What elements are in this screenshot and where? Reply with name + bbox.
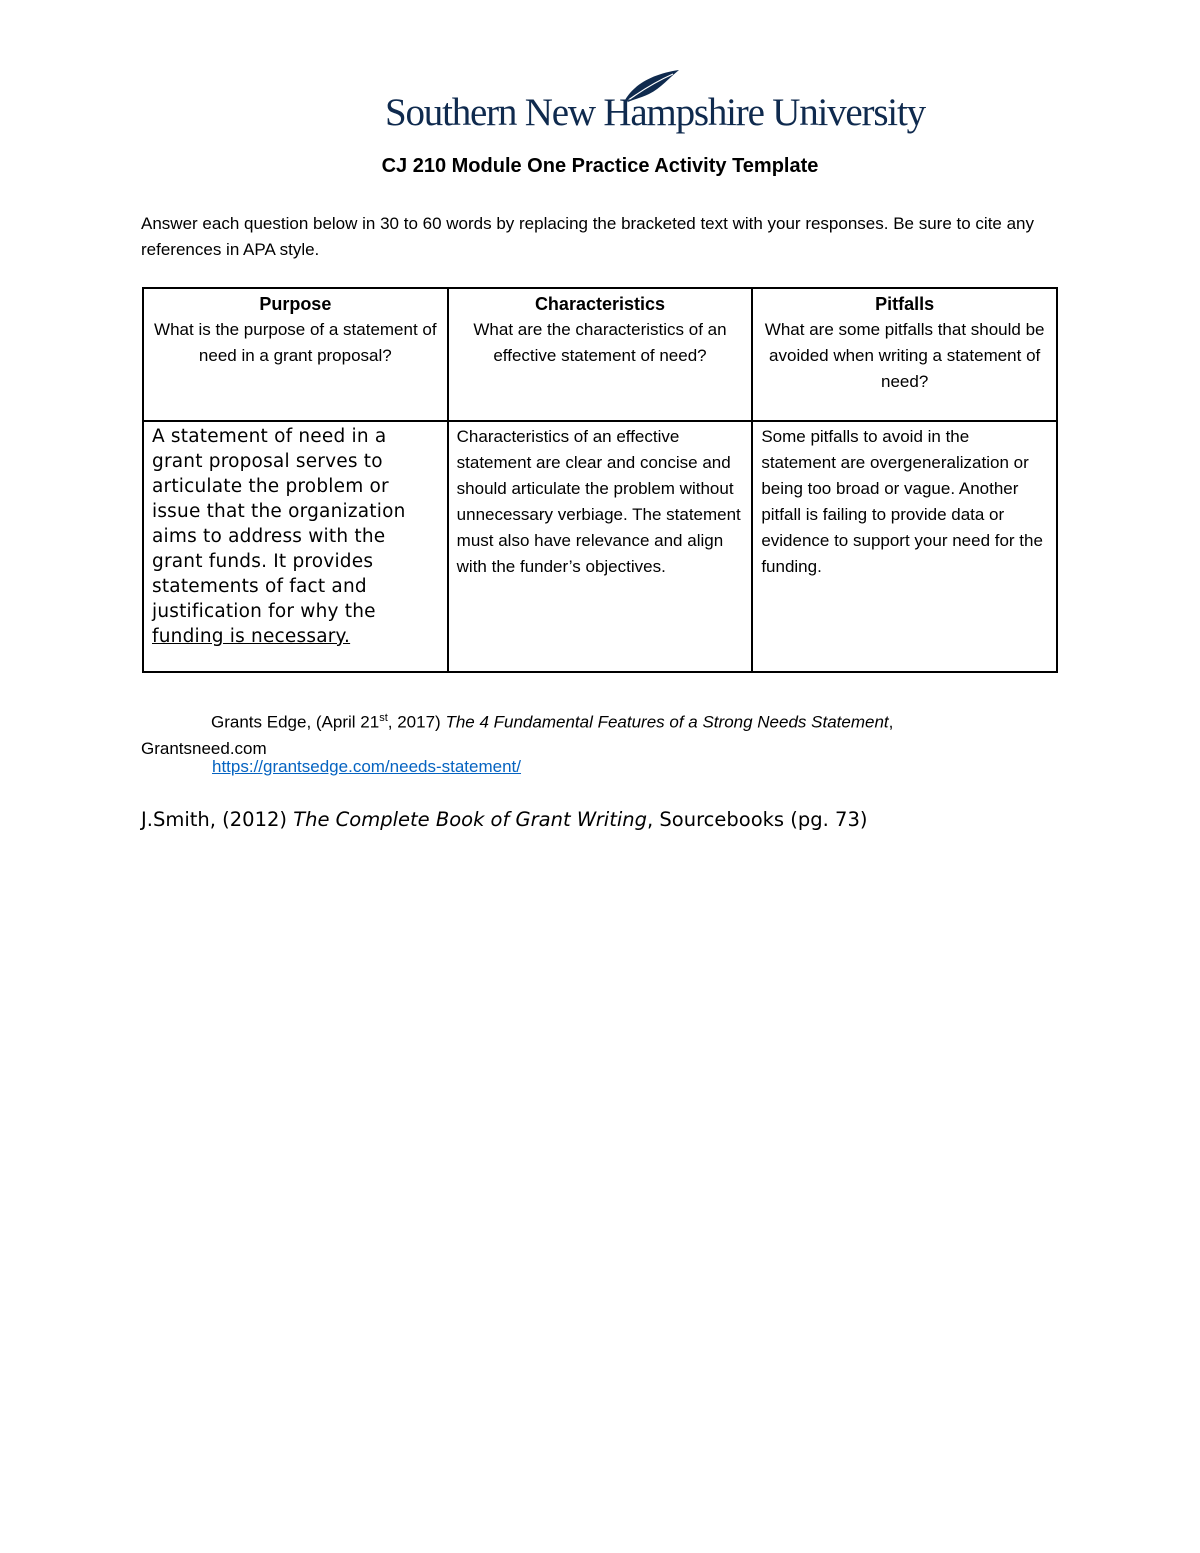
page-title: CJ 210 Module One Practice Activity Template bbox=[381, 155, 819, 177]
answer-cell-purpose[interactable] bbox=[143, 421, 448, 672]
characteristics-answer-text: Characteristics of an effective statement are clear and concise and should articulate the problem without unnecessary verbiage. The statement must also have relevance and align with the funder’s objectives. bbox=[456, 427, 741, 576]
column-question: What is the purpose of a statement of need in a grant proposal? bbox=[154, 320, 437, 365]
logo-wordmark: Southern New Hampshire University bbox=[385, 91, 925, 134]
column-heading: Characteristics bbox=[534, 294, 666, 314]
ref-publisher: Grantsneed.com bbox=[141, 738, 267, 758]
reference-url-link[interactable]: https://grantsedge.com/needs-statement/ bbox=[212, 757, 522, 776]
table-answer-row bbox=[143, 421, 1057, 672]
answer-text: A statement of need in a grant proposal serves to articulate the problem or issue that the organization aims to address with the grant funds. It provides statements of fact and justification for why the bbox=[152, 426, 406, 622]
purpose-answer-text bbox=[152, 424, 439, 649]
header-cell-pitfalls bbox=[752, 288, 1057, 421]
column-question: What are some pitfalls that should be avoided when writing a statement of need? bbox=[764, 320, 1045, 391]
university-logo bbox=[385, 68, 925, 138]
ref-rest: , Sourcebooks (pg. 73) bbox=[647, 808, 868, 831]
intro-instructions: Answer each question below in 30 to 60 words by replacing the bracketed text with your responses. Be sure to cite any references in APA style. bbox=[141, 214, 1034, 259]
reference-smith bbox=[141, 808, 867, 831]
ref-date-suffix: st bbox=[379, 712, 388, 724]
table-header-row bbox=[143, 288, 1057, 421]
ref-author: J.Smith, (2012) bbox=[141, 808, 287, 831]
column-question: What are the characteristics of an effective statement of need? bbox=[473, 320, 727, 365]
activity-table bbox=[142, 287, 1058, 673]
column-heading: Purpose bbox=[259, 294, 332, 314]
answer-cell-characteristics[interactable] bbox=[448, 421, 753, 672]
pitfalls-answer-text: Some pitfalls to avoid in the statement are overgeneralization or being too broad or vague. Another pitfall is failing to provide data or evidence to support your need for the funding. bbox=[761, 427, 1043, 576]
ref-year: , 2017) bbox=[387, 712, 441, 732]
ref-punct: , bbox=[888, 712, 894, 732]
header-cell-characteristics bbox=[448, 288, 753, 421]
column-heading: Pitfalls bbox=[875, 294, 935, 314]
ref-author: Grants Edge, (April 21 bbox=[211, 712, 380, 732]
header-cell-purpose bbox=[143, 288, 448, 421]
ref-title: The 4 Fundamental Features of a Strong Needs Statement bbox=[445, 712, 889, 732]
reference-grants-edge bbox=[141, 705, 1041, 762]
answer-text-end: funding is necessary. bbox=[152, 626, 351, 647]
ref-title: The Complete Book of Grant Writing bbox=[293, 808, 648, 831]
answer-cell-pitfalls[interactable] bbox=[752, 421, 1057, 672]
